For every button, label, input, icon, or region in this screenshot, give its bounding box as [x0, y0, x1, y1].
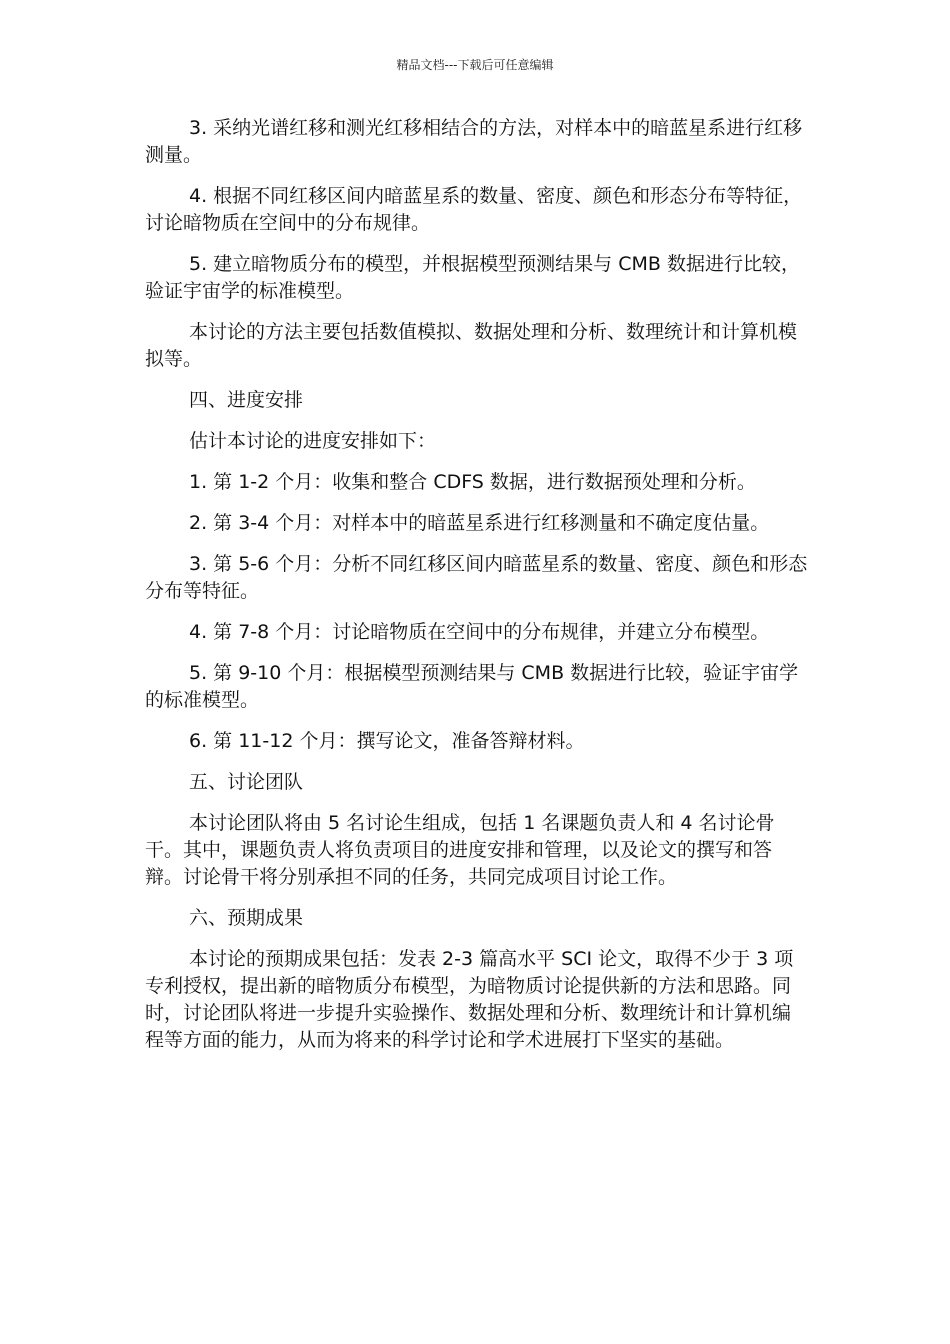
method-step-3: 3. 采纳光谱红移和测光红移相结合的方法，对样本中的暗蓝星系进行红移测量。 — [145, 117, 803, 166]
schedule-item-1: 1. 第 1-2 个月：收集和整合 CDFS 数据，进行数据预处理和分析。 — [189, 471, 756, 493]
schedule-intro: 估计本讨论的进度安排如下： — [189, 430, 437, 452]
section-heading-team: 五、讨论团队 — [189, 771, 304, 793]
page-header: 精品文档---下载后可任意编辑 — [396, 58, 554, 72]
section-heading-schedule: 四、进度安排 — [189, 389, 304, 411]
schedule-item-2: 2. 第 3-4 个月：对样本中的暗蓝星系进行红移测量和不确定度估量。 — [189, 512, 770, 534]
team-description: 本讨论团队将由 5 名讨论生组成，包括 1 名课题负责人和 4 名讨论骨干。其中，课题负责人将负责项目的进度安排和管理，以及论文的撰写和答辩。讨论骨干将分别承担不同的任务，共同完成项目讨论工作。 — [145, 812, 775, 888]
schedule-item-4: 4. 第 7-8 个月：讨论暗物质在空间中的分布规律，并建立分布模型。 — [189, 621, 770, 643]
methods-summary: 本讨论的方法主要包括数值模拟、数据处理和分析、数理统计和计算机模拟等。 — [145, 321, 798, 370]
section-heading-outcomes: 六、预期成果 — [189, 907, 304, 929]
method-step-4: 4. 根据不同红移区间内暗蓝星系的数量、密度、颜色和形态分布等特征，讨论暗物质在空间中的分布规律。 — [145, 185, 803, 234]
schedule-item-3: 3. 第 5-6 个月：分析不同红移区间内暗蓝星系的数量、密度、颜色和形态分布等特征。 — [145, 553, 808, 602]
document-body — [145, 115, 809, 1068]
method-step-5: 5. 建立暗物质分布的模型，并根据模型预测结果与 CMB 数据进行比较，验证宇宙学的标准模型。 — [145, 253, 800, 302]
schedule-item-5: 5. 第 9-10 个月：根据模型预测结果与 CMB 数据进行比较，验证宇宙学的标准模型。 — [145, 662, 799, 711]
schedule-item-6: 6. 第 11-12 个月：撰写论文，准备答辩材料。 — [189, 730, 585, 752]
outcomes-description: 本讨论的预期成果包括：发表 2-3 篇高水平 SCI 论文，取得不少于 3 项专利授权，提出新的暗物质分布模型，为暗物质讨论提供新的方法和思路。同时，讨论团队将进一步提升实验操作、数据处理和分析、数理统计和计算机编程等方面的能力，从而为将来的科学讨论和学术进展打下坚实的基础。 — [145, 948, 794, 1051]
